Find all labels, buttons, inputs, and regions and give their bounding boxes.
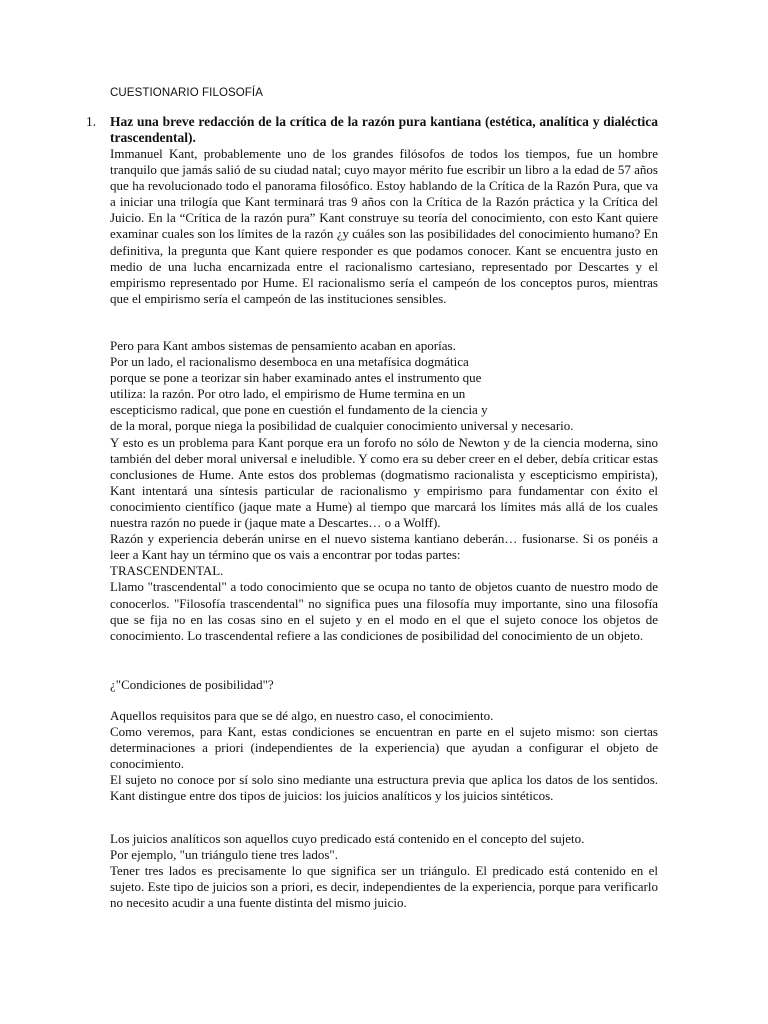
aporias-block bbox=[110, 338, 658, 644]
question-conditions: ¿"Condiciones de posibilidad"? bbox=[110, 677, 274, 692]
text-line: Por un lado, el racionalismo desemboca en una metafísica dogmática bbox=[110, 354, 469, 370]
text-line: Pero para Kant ambos sistemas de pensamiento acaban en aporías. bbox=[110, 338, 456, 353]
term-trascendental: TRASCENDENTAL. bbox=[110, 563, 224, 579]
text-line: escepticismo radical, que pone en cuestión el fundamento de la ciencia y bbox=[110, 402, 488, 418]
text-line: utiliza: la razón. Por otro lado, el empirismo de Hume termina en un bbox=[110, 386, 466, 402]
paragraph-hume-problem: Y esto es un problema para Kant porque era un forofo no sólo de Newton y de la ciencia moderna, sino también del deber moral universal e ineludible. Y como era su deber creer en el deber, debía criticar estas conclusiones de Hume. Ante estos dos problemas (dogmatismo racionalista y escepticismo empirista), Kant intentará una síntesis particular de racionalismo y empirismo para fundamentar con éxito el conocimiento científico (jaque mate a Hume) al tiempo que marcará los límites más allá de los cuales nuestra razón no puede ir (jaque mate a Descartes… o a Wolff). bbox=[110, 434, 658, 531]
question-heading: Haz una breve redacción de la crítica de la razón pura kantiana (estética, analítica y dialéctica trascendental). bbox=[110, 114, 658, 145]
text-line: de la moral, porque niega la posibilidad de cualquier conocimiento universal y necesario. bbox=[110, 418, 574, 434]
question-number: 1. bbox=[86, 114, 97, 129]
paragraph-definition: Llamo "trascendental" a todo conocimiento que se ocupa no tanto de objetos cuanto de nuestro modo de conocerlos. "Filosofía trascendental" no significa pues una filosofía muy importante, sino una filosofía que se fija no en las cosas sino en el sujeto y en el modo en el que el sujeto conoce los objetos de conocimiento. Lo trascendental refiere a las condiciones de posibilidad del conocimiento de un objeto. bbox=[110, 579, 658, 643]
analytic-judgments-block bbox=[110, 831, 658, 911]
conditions-question bbox=[110, 677, 658, 693]
answer-paragraph: El sujeto no conoce por sí solo sino mediante una estructura previa que aplica los datos de los sentidos. Kant distingue entre dos tipos de juicios: los juicios analíticos y los juicios sintéticos. bbox=[110, 772, 658, 804]
intro-paragraph bbox=[110, 146, 658, 307]
analytic-explanation: Tener tres lados es precisamente lo que significa ser un triángulo. El predicado está contenido en el sujeto. Este tipo de juicios son a priori, es decir, independientes de la experiencia, porque para verificarlo no necesito acudir a una fuente distinta del mismo juicio. bbox=[110, 863, 658, 911]
conditions-answer-block bbox=[110, 708, 658, 805]
paragraph-kant-intro: Immanuel Kant, probablemente uno de los grandes filósofos de todos los tiempos, fue un hombre tranquilo que jamás salió de su ciudad natal; cuyo mayor mérito fue escribir un libro a la edad de 57 años que ha revolucionado todo el panorama filosófico. Estoy hablando de la Crítica de la Razón Pura, que va a iniciar una trilogía que Kant terminará tras 9 años con la Crítica de la Razón práctica y la Crítica del Juicio. En la “Crítica de la razón pura” Kant construye su teoría del conocimiento, con esto Kant quiere examinar cuales son los límites de la razón ¿y cuáles son las posibilidades del conocimiento humano? En definitiva, la pregunta que Kant quiere responder es que podamos conocer. Kant se encuentra justo en medio de una lucha encarnizada entre el racionalismo cartesiano, representado por Descartes y el empirismo representado por Hume. El racionalismo sería el campeón de los conceptos puros, mientras que el empirismo sería el campeón de las instituciones sensibles. bbox=[110, 146, 658, 306]
analytic-example: Por ejemplo, "un triángulo tiene tres lados". bbox=[110, 847, 338, 863]
answer-line: Aquellos requisitos para que se dé algo, en nuestro caso, el conocimiento. bbox=[110, 708, 494, 723]
document-title: CUESTIONARIO FILOSOFÍA bbox=[110, 87, 263, 99]
analytic-definition: Los juicios analíticos son aquellos cuyo predicado está contenido en el concepto del sujeto. bbox=[110, 831, 585, 846]
paragraph-synthesis: Razón y experiencia deberán unirse en el nuevo sistema kantiano deberán… fusionarse. Si os ponéis a leer a Kant hay un término que os vais a encontrar por todas partes: bbox=[110, 531, 658, 563]
answer-paragraph: Como veremos, para Kant, estas condiciones se encuentran en parte en el sujeto mismo: son ciertas determinaciones a priori (independientes de la experiencia) que ayudan a configurar el objeto de conocimiento. bbox=[110, 724, 658, 772]
text-line: porque se pone a teorizar sin haber examinado antes el instrumento que bbox=[110, 370, 482, 386]
